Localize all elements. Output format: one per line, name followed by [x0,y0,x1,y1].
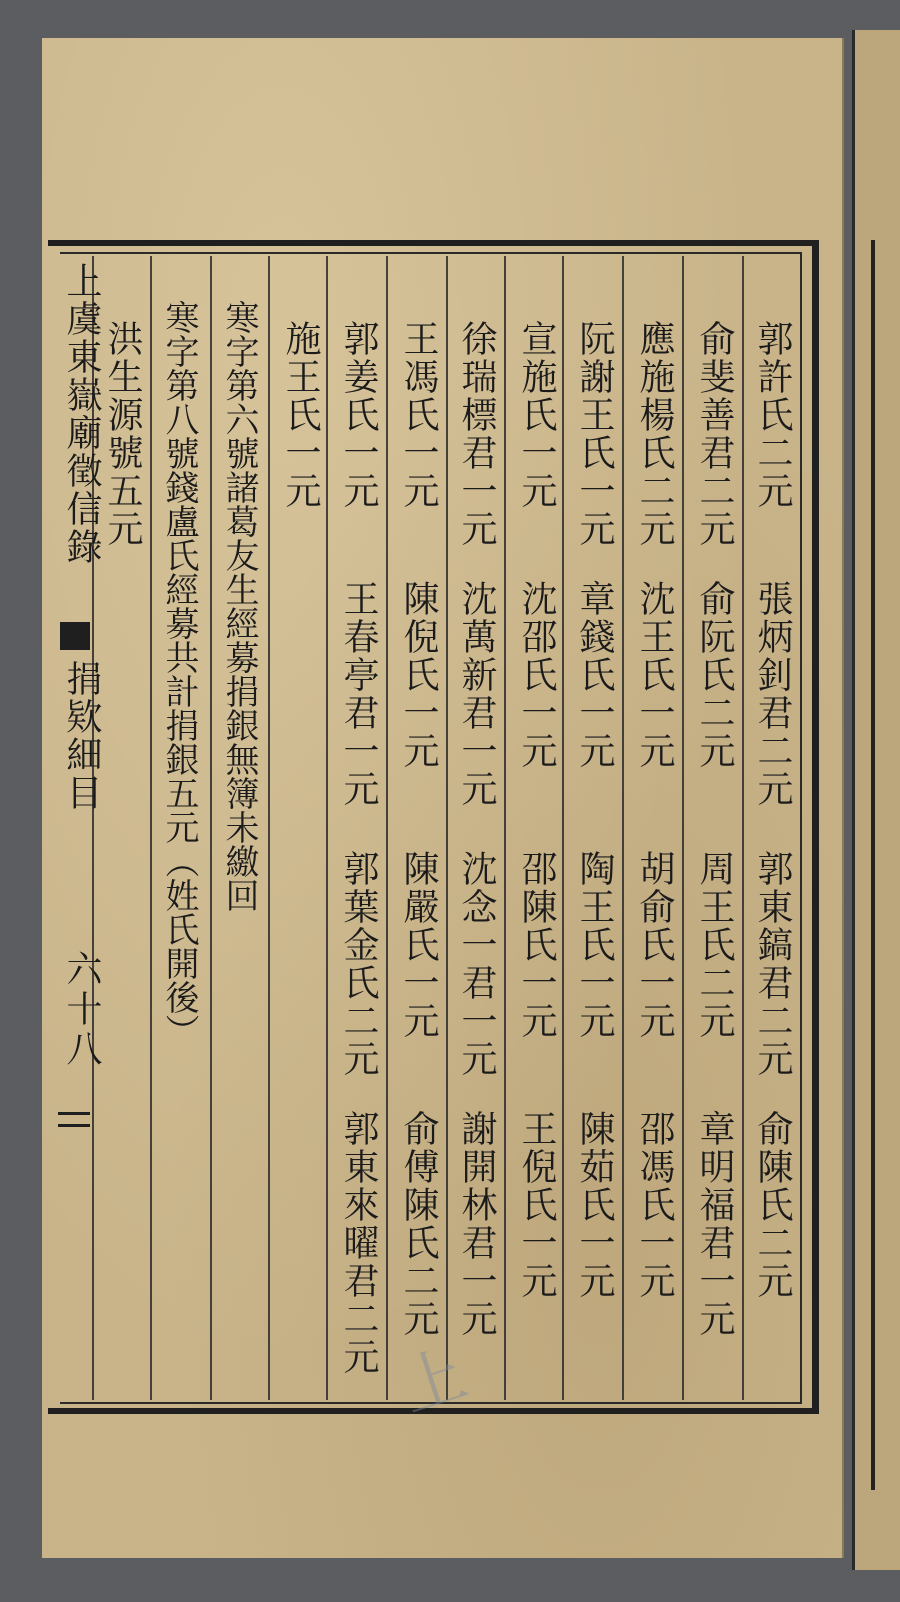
donation-entry: 阮謝王氏一元 [574,320,615,548]
donation-entry: 俞斐善君二元 [694,320,735,548]
donation-entry: 應施楊氏二元 [634,320,675,548]
donation-entry: 邵馮氏一元 [634,1110,675,1300]
frame-inner-top [60,252,802,254]
page-number: 六十八 [61,950,102,1070]
column-rule [446,256,448,1400]
donation-entry: 寒字第八號錢盧氏經募共計捐銀五元（姓氏開後） [159,300,199,1048]
donation-entry: 邵陳氏一元 [516,850,557,1040]
donation-entry: 洪生源號五元 [102,320,143,548]
library-stamp: 上 [391,1336,476,1427]
frame-top-border [48,240,818,246]
donation-entry: 沈萬新君一元 [456,580,497,808]
donation-entry: 徐瑞標君一元 [456,320,497,548]
section-title: 捐欵細目 [61,660,102,812]
column-rule [562,256,564,1400]
book-title: 上虞東嶽廟徵信錄 [61,262,102,566]
column-rule [210,256,212,1400]
donation-entry: 郭姜氏一元 [338,320,379,510]
donation-entry: 陶王氏一元 [574,850,615,1040]
adjacent-page-edge [852,30,900,1570]
donation-entry: 王馮氏一元 [398,320,439,510]
donation-entry: 施王氏一元 [280,320,321,510]
donation-entry: 章錢氏一元 [574,580,615,770]
column-rule [150,256,152,1400]
donation-entry: 郭葉金氏二元 [338,850,379,1078]
donation-entry: 沈邵氏一元 [516,580,557,770]
donation-entry: 沈王氏一元 [634,580,675,770]
donation-entry: 郭東來曜君二元 [338,1110,379,1376]
donation-entry: 周王氏二元 [694,850,735,1040]
adjacent-page-frame [871,240,875,1490]
column-rule [386,256,388,1400]
fishtail-line [58,1112,90,1115]
donation-entry: 陳倪氏一元 [398,580,439,770]
donation-entry: 郭東鎬君二元 [752,850,793,1078]
donation-entry: 寒字第六號諸葛友生經募捐銀無簿未繳回 [219,300,259,912]
frame-inner-right [800,252,802,1402]
column-rule [742,256,744,1400]
donation-entry: 王春亭君一元 [338,580,379,808]
fishtail-mark [60,622,90,650]
column-rule [504,256,506,1400]
column-rule [682,256,684,1400]
donation-entry: 陳嚴氏一元 [398,850,439,1040]
donation-entry: 宣施氏一元 [516,320,557,510]
donation-entry: 謝開林君一元 [456,1110,497,1338]
donation-entry: 俞陳氏二元 [752,1110,793,1300]
donation-entry: 陳茹氏一元 [574,1110,615,1300]
donation-entry: 俞阮氏二元 [694,580,735,770]
frame-right-border [812,240,819,1414]
column-rule [268,256,270,1400]
donation-entry: 沈念一君一元 [456,850,497,1078]
column-rule [622,256,624,1400]
donation-entry: 張炳釗君二元 [752,580,793,808]
donation-entry: 章明福君一元 [694,1110,735,1338]
donation-entry: 俞傅陳氏二元 [398,1110,439,1338]
donation-entry: 王倪氏一元 [516,1110,557,1300]
donation-entry: 郭許氏二元 [752,320,793,510]
column-rule [326,256,328,1400]
donation-entry: 胡俞氏一元 [634,850,675,1040]
fishtail-line [58,1124,90,1127]
